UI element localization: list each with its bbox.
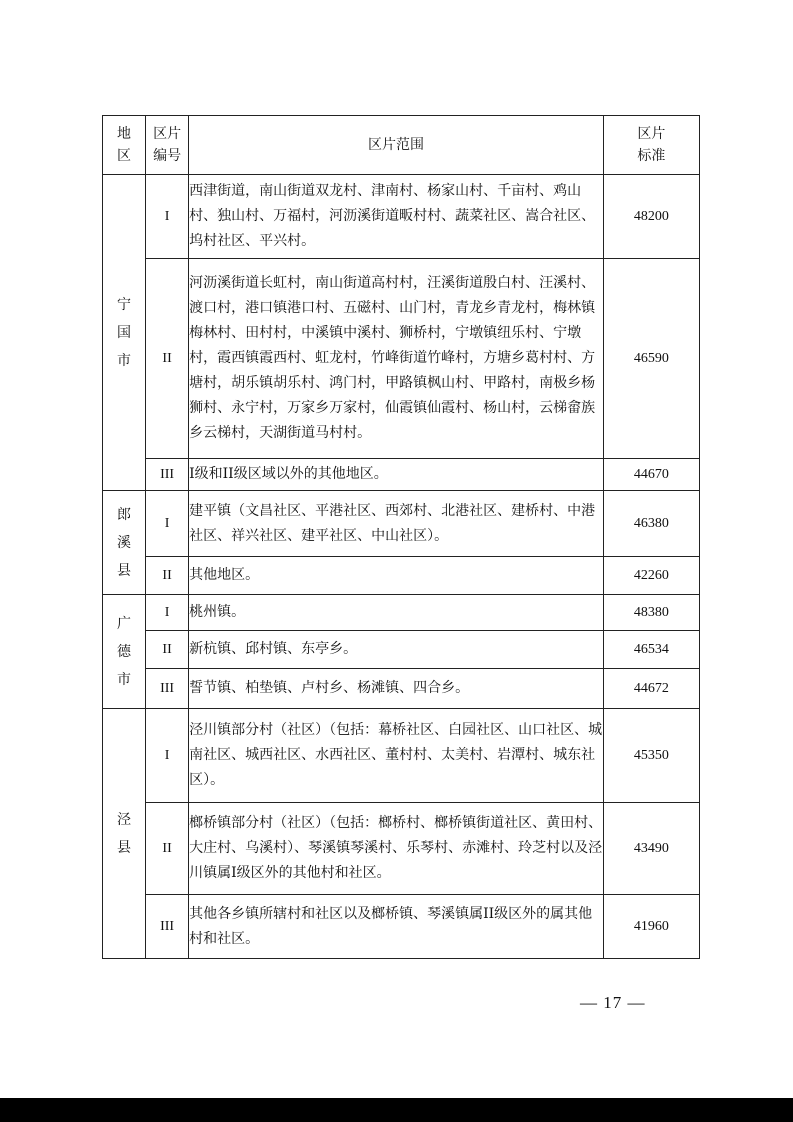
table-row <box>103 175 700 259</box>
zone-scope: 泾川镇部分村（社区）（包括：幕桥社区、白园社区、山口社区、城南社区、城西社区、水西社区、董村村、太美村、岩潭村、城东社区）。 <box>189 709 604 803</box>
table-row <box>103 557 700 595</box>
zone-standard: 42260 <box>603 557 699 595</box>
zone-scope: 西津街道，南山街道双龙村、津南村、杨家山村、千亩村、鸡山村、独山村、万福村，河沥溪街道畈村村、蔬菜社区、嵩合社区、坞村社区、平兴村。 <box>189 175 604 259</box>
zone-code: I <box>146 595 189 631</box>
zone-code: III <box>146 669 189 709</box>
header-region: 地区 <box>103 116 146 175</box>
zone-standard: 46534 <box>603 631 699 669</box>
table-header-row <box>103 116 700 175</box>
region-cell: 宁国市 <box>103 175 146 491</box>
zone-standard: 44672 <box>603 669 699 709</box>
zone-code: II <box>146 803 189 895</box>
zone-scope: 桃州镇。 <box>189 595 604 631</box>
header-scope: 区片范围 <box>189 116 604 175</box>
region-cell: 郎溪县 <box>103 491 146 595</box>
zone-code: II <box>146 259 189 459</box>
header-code: 区片编号 <box>146 116 189 175</box>
zone-scope: 新杭镇、邱村镇、东亭乡。 <box>189 631 604 669</box>
page-number: — 17 — <box>580 993 646 1012</box>
table-row <box>103 491 700 557</box>
table-row <box>103 895 700 959</box>
zone-scope: 其他各乡镇所辖村和社区以及榔桥镇、琴溪镇属II级区外的属其他村和社区。 <box>189 895 604 959</box>
zone-standard: 46380 <box>603 491 699 557</box>
table-row <box>103 803 700 895</box>
zone-code: I <box>146 491 189 557</box>
zone-standard: 46590 <box>603 259 699 459</box>
zone-code: I <box>146 175 189 259</box>
table-row <box>103 631 700 669</box>
zone-scope: 榔桥镇部分村（社区）（包括：榔桥村、榔桥镇街道社区、黄田村、大庄村、乌溪村）、琴溪镇琴溪村、乐琴村、赤滩村、玲芝村以及泾川镇属I级区外的其他村和社区。 <box>189 803 604 895</box>
zone-standard: 45350 <box>603 709 699 803</box>
scan-border <box>0 1098 793 1122</box>
zone-scope: 建平镇（文昌社区、平港社区、西郊村、北港社区、建桥村、中港社区、祥兴社区、建平社区、中山社区）。 <box>189 491 604 557</box>
table-row <box>103 595 700 631</box>
land-price-zone-table <box>102 115 700 959</box>
zone-standard: 41960 <box>603 895 699 959</box>
zone-scope: 其他地区。 <box>189 557 604 595</box>
zone-scope: 河沥溪街道长虹村，南山街道高村村，汪溪街道殷白村、汪溪村、渡口村，港口镇港口村、五磁村、山门村，青龙乡青龙村，梅林镇梅林村、田村村，中溪镇中溪村、狮桥村，宁墩镇纽乐村、宁墩村，霞西镇霞西村、虹龙村，竹峰街道竹峰村，方塘乡葛村村、方塘村，胡乐镇胡乐村、鸿门村，甲路镇枫山村、甲路村，南极乡杨狮村、永宁村，万家乡万家村，仙霞镇仙霞村、杨山村，云梯畲族乡云梯村，天湖街道马村村。 <box>189 259 604 459</box>
table-row <box>103 259 700 459</box>
header-standard: 区片标准 <box>603 116 699 175</box>
zone-code: I <box>146 709 189 803</box>
zone-code: II <box>146 631 189 669</box>
zone-scope: 誓节镇、柏垫镇、卢村乡、杨滩镇、四合乡。 <box>189 669 604 709</box>
table-row <box>103 709 700 803</box>
zone-scope: I级和II级区域以外的其他地区。 <box>189 459 604 491</box>
table-row <box>103 459 700 491</box>
zone-code: III <box>146 459 189 491</box>
zone-code: III <box>146 895 189 959</box>
zone-standard: 43490 <box>603 803 699 895</box>
zone-standard: 44670 <box>603 459 699 491</box>
region-cell: 泾县 <box>103 709 146 959</box>
region-cell: 广德市 <box>103 595 146 709</box>
table-row <box>103 669 700 709</box>
zone-standard: 48200 <box>603 175 699 259</box>
zone-code: II <box>146 557 189 595</box>
zone-standard: 48380 <box>603 595 699 631</box>
